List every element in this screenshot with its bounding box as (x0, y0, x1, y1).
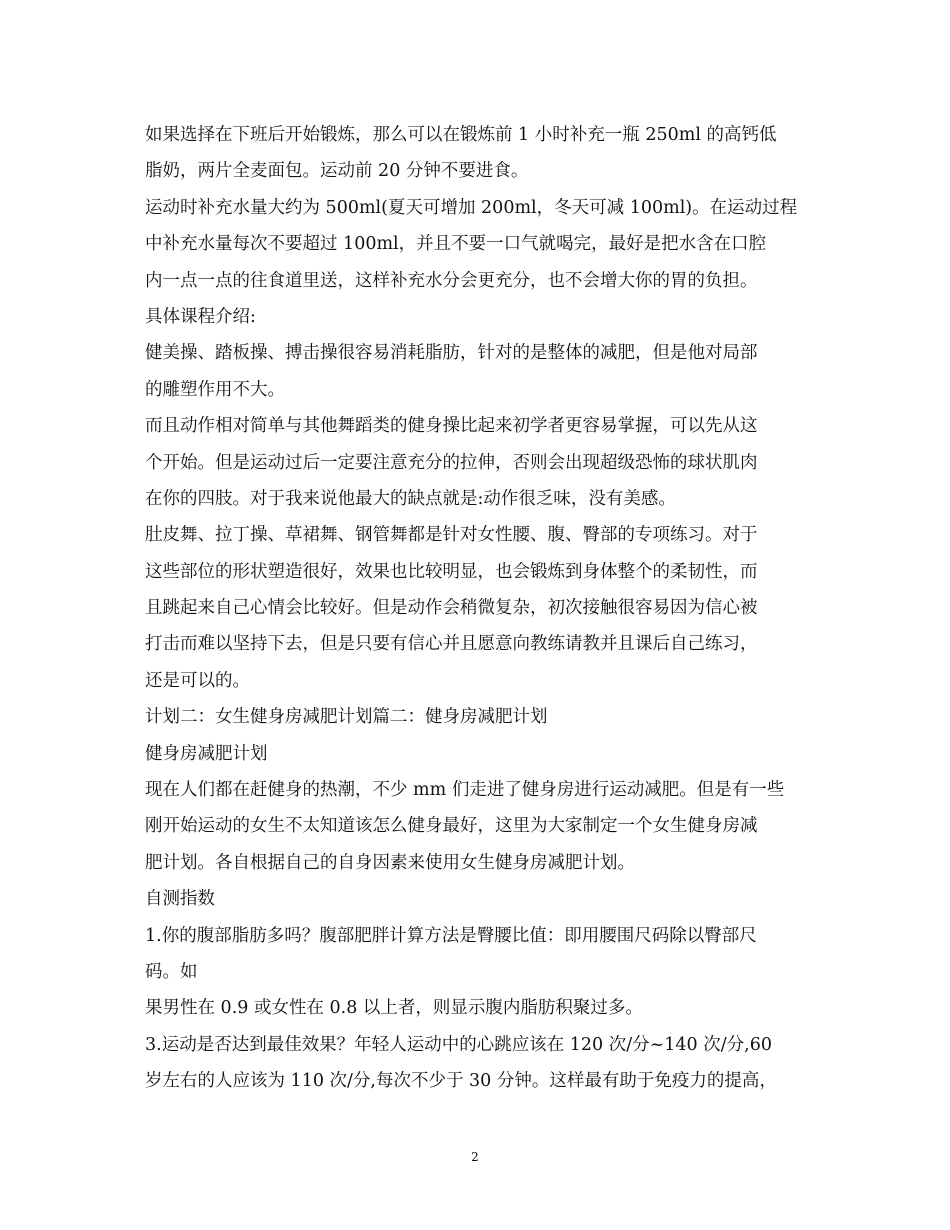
text-line: 个开始。但是运动过后一定要注意充分的拉伸，否则会出现超级恐怖的球状肌肉 (145, 452, 758, 473)
text-line: 内一点一点的往食道里送，这样补充水分会更充分，也不会增大你的胃的负担。 (145, 270, 758, 291)
text-line: 健美操、踏板操、搏击操很容易消耗脂肪，针对的是整体的减肥，但是他对局部 (145, 343, 758, 364)
section-heading: 自测指数 (145, 889, 215, 910)
section-heading: 健身房减肥计划 (145, 743, 268, 764)
text-line: 脂奶，两片全麦面包。运动前 20 分钟不要进食。 (145, 161, 529, 182)
text-line: 打击而难以坚持下去，但是只要有信心并且愿意向教练请教并且课后自己练习， (145, 634, 758, 655)
text-line: 刚开始运动的女生不太知道该怎么健身最好，这里为大家制定一个女生健身房减 (145, 816, 758, 837)
text-line: 运动时补充水量大约为 500ml(夏天可增加 200ml，冬天可减 100ml)。在运动过程 (145, 197, 798, 218)
text-line: 如果选择在下班后开始锻炼，那么可以在锻炼前 1 小时补充一瓶 250ml 的高钙低 (145, 125, 777, 145)
text-line: 在你的四肢。对于我来说他最大的缺点就是:动作很乏味，没有美感。 (145, 488, 676, 509)
text-line: 还是可以的。 (145, 670, 250, 691)
section-heading: 计划二：女生健身房减肥计划篇二：健身房减肥计划 (145, 707, 548, 728)
text-line: 岁左右的人应该为 110 次/分,每次不少于 30 分钟。这样最有助于免疫力的提高， (145, 1071, 777, 1092)
text-line: 具体课程介绍: (145, 306, 256, 327)
text-line: 3.运动是否达到最佳效果？年轻人运动中的心跳应该在 120 次/分~140 次/分,60 (145, 1034, 772, 1055)
text-line: 的雕塑作用不大。 (145, 379, 285, 400)
text-line: 且跳起来自己心情会比较好。但是动作会稍微复杂，初次接触很容易因为信心被 (145, 598, 758, 619)
document-body (145, 117, 805, 1100)
text-line: 1.你的腹部脂肪多吗？腹部肥胖计算方法是臀腰比值：即用腰围尺码除以臀部尺 (145, 925, 757, 946)
page-number: 2 (471, 1150, 479, 1164)
text-line: 中补充水量每次不要超过 100ml，并且不要一口气就喝完，最好是把水含在口腔 (145, 234, 767, 255)
text-line: 肥计划。各自根据自己的自身因素来使用女生健身房减肥计划。 (145, 852, 635, 873)
text-line: 肚皮舞、拉丁操、草裙舞、钢管舞都是针对女性腰、腹、臀部的专项练习。对于 (145, 525, 758, 546)
text-line: 而且动作相对简单与其他舞蹈类的健身操比起来初学者更容易掌握，可以先从这 (145, 416, 758, 437)
text-line: 果男性在 0.9 或女性在 0.8 以上者，则显示腹内脂肪积聚过多。 (145, 998, 643, 1019)
text-line: 码。如 (145, 961, 198, 982)
text-line: 这些部位的形状塑造很好，效果也比较明显，也会锻炼到身体整个的柔韧性，而 (145, 561, 758, 582)
text-line: 现在人们都在赶健身的热潮，不少 mm 们走进了健身房进行运动减肥。但是有一些 (145, 780, 785, 801)
